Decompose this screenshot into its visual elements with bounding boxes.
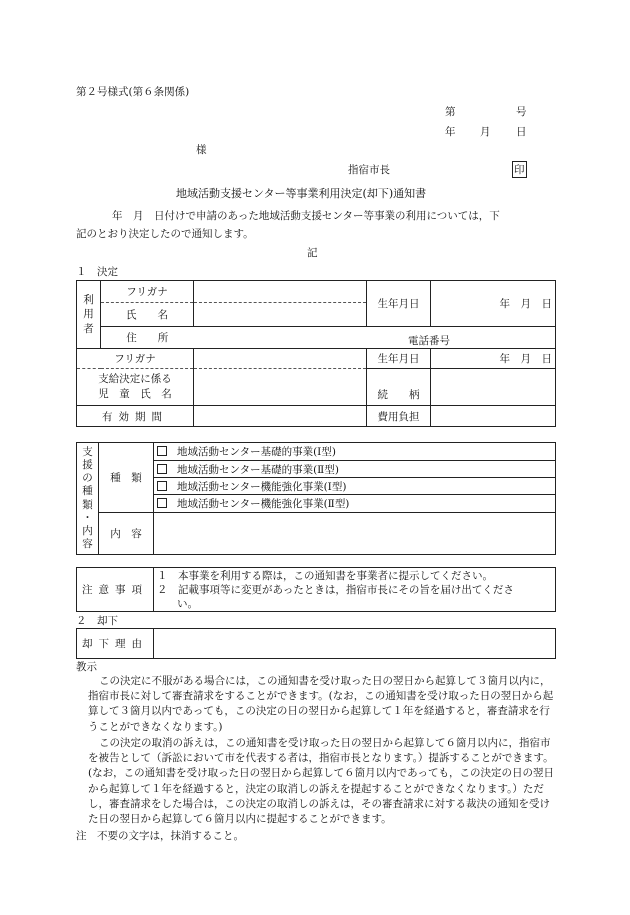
- kind-label: 種 類: [99, 443, 154, 513]
- issuer: 指宿市長: [348, 164, 390, 176]
- user-furigana-field: [194, 281, 367, 303]
- intro-line-2: 記のとおり決定したので通知します。: [76, 228, 254, 240]
- child-dob-label: 生年月日: [367, 349, 431, 369]
- rejection-table: [76, 628, 556, 659]
- user-group-label: 利 用 者: [77, 281, 101, 349]
- relation-label: 続 柄: [367, 369, 431, 406]
- section-2-heading: ２ 却下: [76, 615, 118, 627]
- content-label: 内 容: [99, 513, 154, 555]
- date-year: 年: [445, 126, 456, 138]
- reject-reason-field: [154, 629, 556, 659]
- child-furigana-field: [194, 349, 367, 369]
- seal-mark: 印: [512, 161, 527, 178]
- notes-content: １ 本事業を利用する際は，この通知書を事業者に提示してください。 ２ 記載事項等に変更があったときは，指宿市長にその旨を届け出てくださ い。: [154, 568, 556, 612]
- date-day: 日: [516, 126, 527, 138]
- decision-table: [76, 280, 556, 427]
- footnote: 注 不要の文字は，抹消すること。: [76, 830, 244, 842]
- valid-period-label: 有効期間: [77, 406, 194, 427]
- support-group-label: 支 援 の 種 類 ・ 内 容: [77, 443, 99, 555]
- user-name-field: [194, 303, 367, 327]
- date-month: 月: [480, 126, 491, 138]
- intro-line-1: 年 月 日付けで申請のあった地域活動支援センター等事業の利用については，下: [112, 210, 500, 222]
- teaching-label: 教示: [76, 661, 97, 673]
- cost-label: 費用負担: [367, 406, 431, 427]
- valid-period-field: [194, 406, 367, 427]
- document-title: 地域活動支援センター等事業利用決定(却下)通知書: [176, 187, 427, 200]
- option-type-1[interactable]: 地域活動センター基礎的事業(Ⅰ型): [154, 443, 556, 461]
- user-furigana-label: フリガナ: [101, 281, 194, 303]
- user-address-label: 住 所: [101, 327, 194, 349]
- checkbox-icon[interactable]: [157, 498, 167, 508]
- support-type-table: [76, 442, 556, 555]
- option-type-3[interactable]: 地域活動センター機能強化事業(Ⅰ型): [154, 478, 556, 495]
- teaching-paragraph-2: この決定の取消の訴えは，この通知書を受け取った日の翌日から起算して６箇月以内に，指宿市を被告として（訴訟において市を代表する者は，指宿市長となります。）提訴することができます。(なお，この通知書を受け取った日の翌日から起算して６箇月以内であっても，この決定の日の翌日から起算して１年を経過すると，決定の取消しの訴えを提起することができなくなります。）ただし，審査請求をした場合は，この決定の取消しの訴えは，その審査請求に対する裁決の通知を受けた日の翌日から起算して６箇月以内に提起することができます。: [88, 737, 554, 826]
- reject-reason-label: 却下理由: [77, 629, 154, 659]
- teaching-paragraph-1: この決定に不服がある場合には，この通知書を受け取った日の翌日から起算して３箇月以内に，指宿市長に対して審査請求をすることができます。(なお，この通知書を受け取った日の翌日から起算して３箇月以内であっても，この決定の日の翌日から起算して１年を経過すると，審査請求を行うことができなくなります。): [88, 675, 554, 733]
- content-field: [154, 513, 556, 555]
- relation-field: [431, 369, 556, 406]
- doc-number-suffix: 号: [516, 106, 527, 118]
- ki-heading: 記: [307, 247, 318, 259]
- option-type-4[interactable]: 地域活動センター機能強化事業(Ⅱ型): [154, 495, 556, 513]
- checkbox-icon[interactable]: [157, 464, 167, 474]
- child-furigana-label: フリガナ: [77, 349, 194, 369]
- addressee-suffix: 様: [196, 144, 207, 156]
- cost-field: [431, 406, 556, 427]
- user-dob-field: 年 月 日: [431, 281, 556, 327]
- notes-label: 注意事項: [77, 568, 154, 612]
- section-1-heading: １ 決定: [76, 266, 118, 278]
- child-name-field: [194, 369, 367, 406]
- child-name-label: 支給決定に係る 児 童 氏 名: [77, 369, 194, 406]
- user-phone-label: 電話番号: [194, 327, 556, 349]
- user-name-label: 氏 名: [101, 303, 194, 327]
- doc-number-prefix: 第: [445, 106, 456, 118]
- notes-table: [76, 567, 556, 612]
- option-type-2[interactable]: 地域活動センター基礎的事業(Ⅱ型): [154, 461, 556, 478]
- checkbox-icon[interactable]: [157, 481, 167, 491]
- form-number: 第２号様式(第６条関係): [76, 86, 190, 98]
- checkbox-icon[interactable]: [157, 446, 167, 456]
- child-dob-field: 年 月 日: [431, 349, 556, 369]
- user-dob-label: 生年月日: [367, 281, 431, 327]
